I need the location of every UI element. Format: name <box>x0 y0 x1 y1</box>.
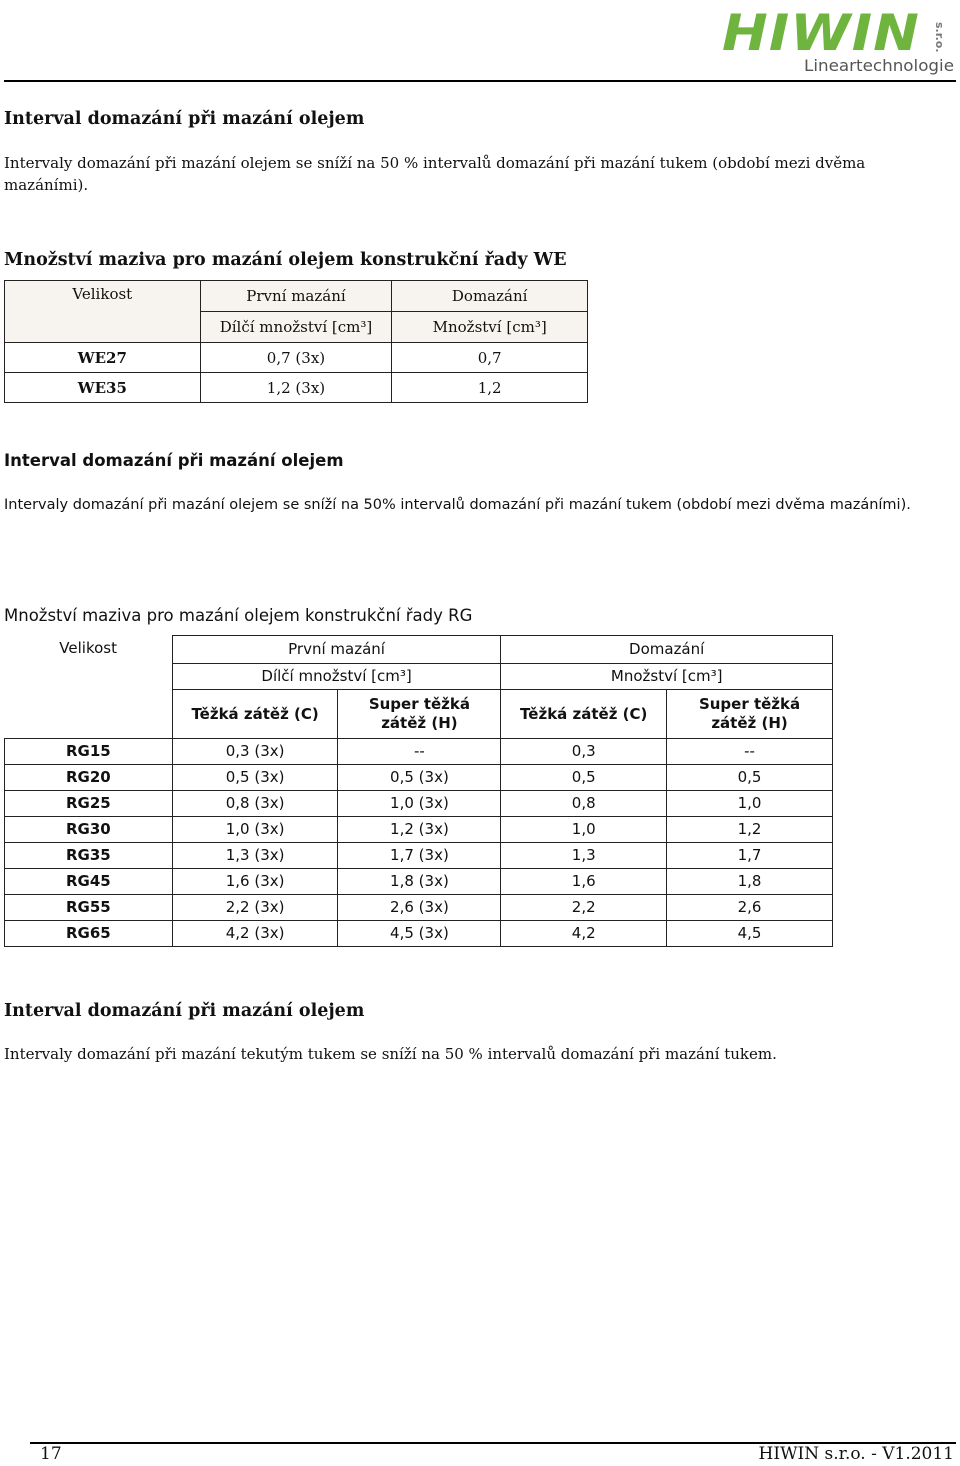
rg-first-super-header: Super těžká zátěž (H) <box>338 690 501 739</box>
rg-sub-first: Dílčí množství [cm³] <box>172 664 501 690</box>
header-divider <box>4 80 956 82</box>
we-col-first: První mazání <box>200 281 392 312</box>
rg-col-first: První mazání <box>172 636 501 664</box>
rg-relub-c-cell: 1,0 <box>501 817 667 843</box>
we-lubricant-table <box>4 280 588 403</box>
rg-lubricant-table <box>4 635 833 947</box>
rg-size-cell: RG65 <box>5 921 173 947</box>
rg-first-c-cell: 1,6 (3x) <box>172 869 338 895</box>
rg-relub-c-cell: 1,6 <box>501 869 667 895</box>
table-row <box>5 791 833 817</box>
rg-relub-h-cell: 2,6 <box>667 895 833 921</box>
rg-relub-c-cell: 0,3 <box>501 739 667 765</box>
we-first-cell: 1,2 (3x) <box>200 373 392 403</box>
rg-first-c-cell: 4,2 (3x) <box>172 921 338 947</box>
rg-relub-heavy-header: Těžká zátěž (C) <box>501 690 667 739</box>
hiwin-logo <box>720 2 956 76</box>
rg-relub-c-cell: 1,3 <box>501 843 667 869</box>
we-col-size: Velikost <box>5 281 201 343</box>
rg-col-relub: Domazání <box>501 636 833 664</box>
section2-text: Intervaly domazání při mazání olejem se sníží na 50% intervalů domazání při mazání tukem (období mezi dvěma mazáními). <box>4 497 911 513</box>
rg-relub-h-cell: 1,2 <box>667 817 833 843</box>
svg-text:HIWIN: HIWIN <box>722 4 920 62</box>
we-col-relub: Domazání <box>392 281 588 312</box>
we-size-cell: WE35 <box>5 373 201 403</box>
rg-relub-h-cell: 1,0 <box>667 791 833 817</box>
rg-relub-h-cell: 0,5 <box>667 765 833 791</box>
rg-first-h-cell: 1,7 (3x) <box>338 843 501 869</box>
rg-size-cell: RG35 <box>5 843 173 869</box>
table-row <box>5 843 833 869</box>
rg-first-h-cell: 2,6 (3x) <box>338 895 501 921</box>
rg-first-h-cell: 1,2 (3x) <box>338 817 501 843</box>
svg-text:Lineartechnologie: Lineartechnologie <box>804 56 954 75</box>
rg-first-h-cell: 0,5 (3x) <box>338 765 501 791</box>
rg-first-c-cell: 0,3 (3x) <box>172 739 338 765</box>
we-table-title: Množství maziva pro mazání olejem konstrukční řady WE <box>4 250 567 270</box>
rg-size-cell: RG25 <box>5 791 173 817</box>
table-row <box>5 921 833 947</box>
rg-relub-h-cell: 1,8 <box>667 869 833 895</box>
rg-size-cell: RG30 <box>5 817 173 843</box>
rg-size-cell: RG20 <box>5 765 173 791</box>
rg-relub-c-cell: 0,8 <box>501 791 667 817</box>
rg-first-h-cell: 1,8 (3x) <box>338 869 501 895</box>
rg-first-c-cell: 0,5 (3x) <box>172 765 338 791</box>
table-row <box>5 343 588 373</box>
rg-first-h-cell: 1,0 (3x) <box>338 791 501 817</box>
section3-title: Interval domazání při mazání olejem <box>4 1001 365 1021</box>
we-relub-cell: 0,7 <box>392 343 588 373</box>
section1-title: Interval domazání při mazání olejem <box>4 109 365 129</box>
rg-relub-h-cell: 1,7 <box>667 843 833 869</box>
rg-relub-h-cell: 4,5 <box>667 921 833 947</box>
footer-company-version: HIWIN s.r.o. - V1.2011 <box>758 1444 954 1464</box>
svg-text:s.r.o.: s.r.o. <box>933 22 946 53</box>
rg-col-size: Velikost <box>59 638 117 657</box>
rg-first-c-cell: 2,2 (3x) <box>172 895 338 921</box>
rg-first-heavy-header: Těžká zátěž (C) <box>172 690 338 739</box>
rg-relub-h-cell: -- <box>667 739 833 765</box>
table-row <box>5 869 833 895</box>
rg-relub-c-cell: 4,2 <box>501 921 667 947</box>
table-row <box>5 817 833 843</box>
we-sub-first: Dílčí množství [cm³] <box>200 312 392 343</box>
rg-table-title: Množství maziva pro mazání olejem konstrukční řady RG <box>4 606 473 625</box>
rg-size-cell: RG55 <box>5 895 173 921</box>
rg-relub-c-cell: 2,2 <box>501 895 667 921</box>
rg-first-c-cell: 0,8 (3x) <box>172 791 338 817</box>
table-row <box>5 765 833 791</box>
rg-first-h-cell: -- <box>338 739 501 765</box>
table-row <box>5 373 588 403</box>
we-first-cell: 0,7 (3x) <box>200 343 392 373</box>
rg-relub-super-header: Super těžká zátěž (H) <box>667 690 833 739</box>
we-relub-cell: 1,2 <box>392 373 588 403</box>
section3-text: Intervaly domazání při mazání tekutým tukem se sníží na 50 % intervalů domazání při mazání tukem. <box>4 1045 777 1063</box>
page-number: 17 <box>40 1444 62 1464</box>
rg-relub-c-cell: 0,5 <box>501 765 667 791</box>
rg-first-c-cell: 1,0 (3x) <box>172 817 338 843</box>
section1-text: Intervaly domazání při mazání olejem se sníží na 50 % intervalů domazání při mazání tukem (období mezi dvěma mazáními). <box>4 154 866 194</box>
rg-first-c-cell: 1,3 (3x) <box>172 843 338 869</box>
we-sub-relub: Množství [cm³] <box>392 312 588 343</box>
rg-sub-relub: Množství [cm³] <box>501 664 833 690</box>
table-row <box>5 739 833 765</box>
rg-size-cell: RG45 <box>5 869 173 895</box>
rg-first-h-cell: 4,5 (3x) <box>338 921 501 947</box>
section2-title: Interval domazání při mazání olejem <box>4 451 344 470</box>
we-size-cell: WE27 <box>5 343 201 373</box>
rg-size-cell: RG15 <box>5 739 173 765</box>
table-row <box>5 895 833 921</box>
